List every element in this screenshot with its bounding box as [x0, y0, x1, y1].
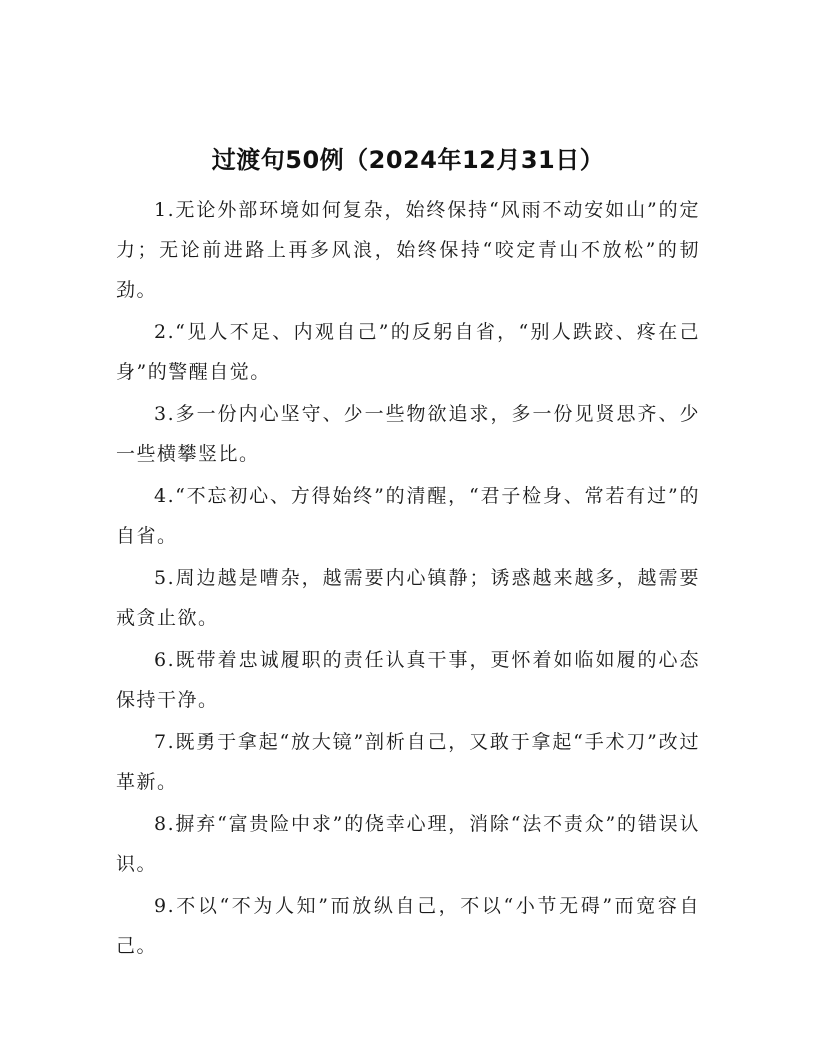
paragraph-8: 8.摒弃“富贵险中求”的侥幸心理，消除“法不责众”的错误认识。	[116, 813, 700, 875]
paragraph-1: 1.无论外部环境如何复杂，始终保持“风雨不动安如山”的定力；无论前进路上再多风浪，始终保持“咬定青山不放松”的韧劲。	[116, 199, 700, 301]
paragraph-7: 7.既勇于拿起“放大镜”剖析自己，又敢于拿起“手术刀”改过革新。	[116, 731, 700, 793]
document-title: 过渡句50例（2024年12月31日）	[211, 146, 605, 174]
paragraph-9: 9.不以“不为人知”而放纵自己，不以“小节无碍”而宽容自己。	[116, 895, 700, 957]
paragraph-3: 3.多一份内心坚守、少一些物欲追求，多一份见贤思齐、少一些横攀竖比。	[116, 403, 700, 465]
paragraph-6: 6.既带着忠诚履职的责任认真干事，更怀着如临如履的心态保持干净。	[116, 649, 700, 711]
document-body	[116, 190, 700, 968]
paragraph-2: 2.“见人不足、内观自己”的反躬自省，“别人跌跤、疼在己身”的警醒自觉。	[116, 321, 700, 383]
paragraph-4: 4.“不忘初心、方得始终”的清醒，“君子检身、常若有过”的自省。	[116, 485, 700, 547]
paragraph-5: 5.周边越是嘈杂，越需要内心镇静；诱惑越来越多，越需要戒贪止欲。	[116, 567, 700, 629]
